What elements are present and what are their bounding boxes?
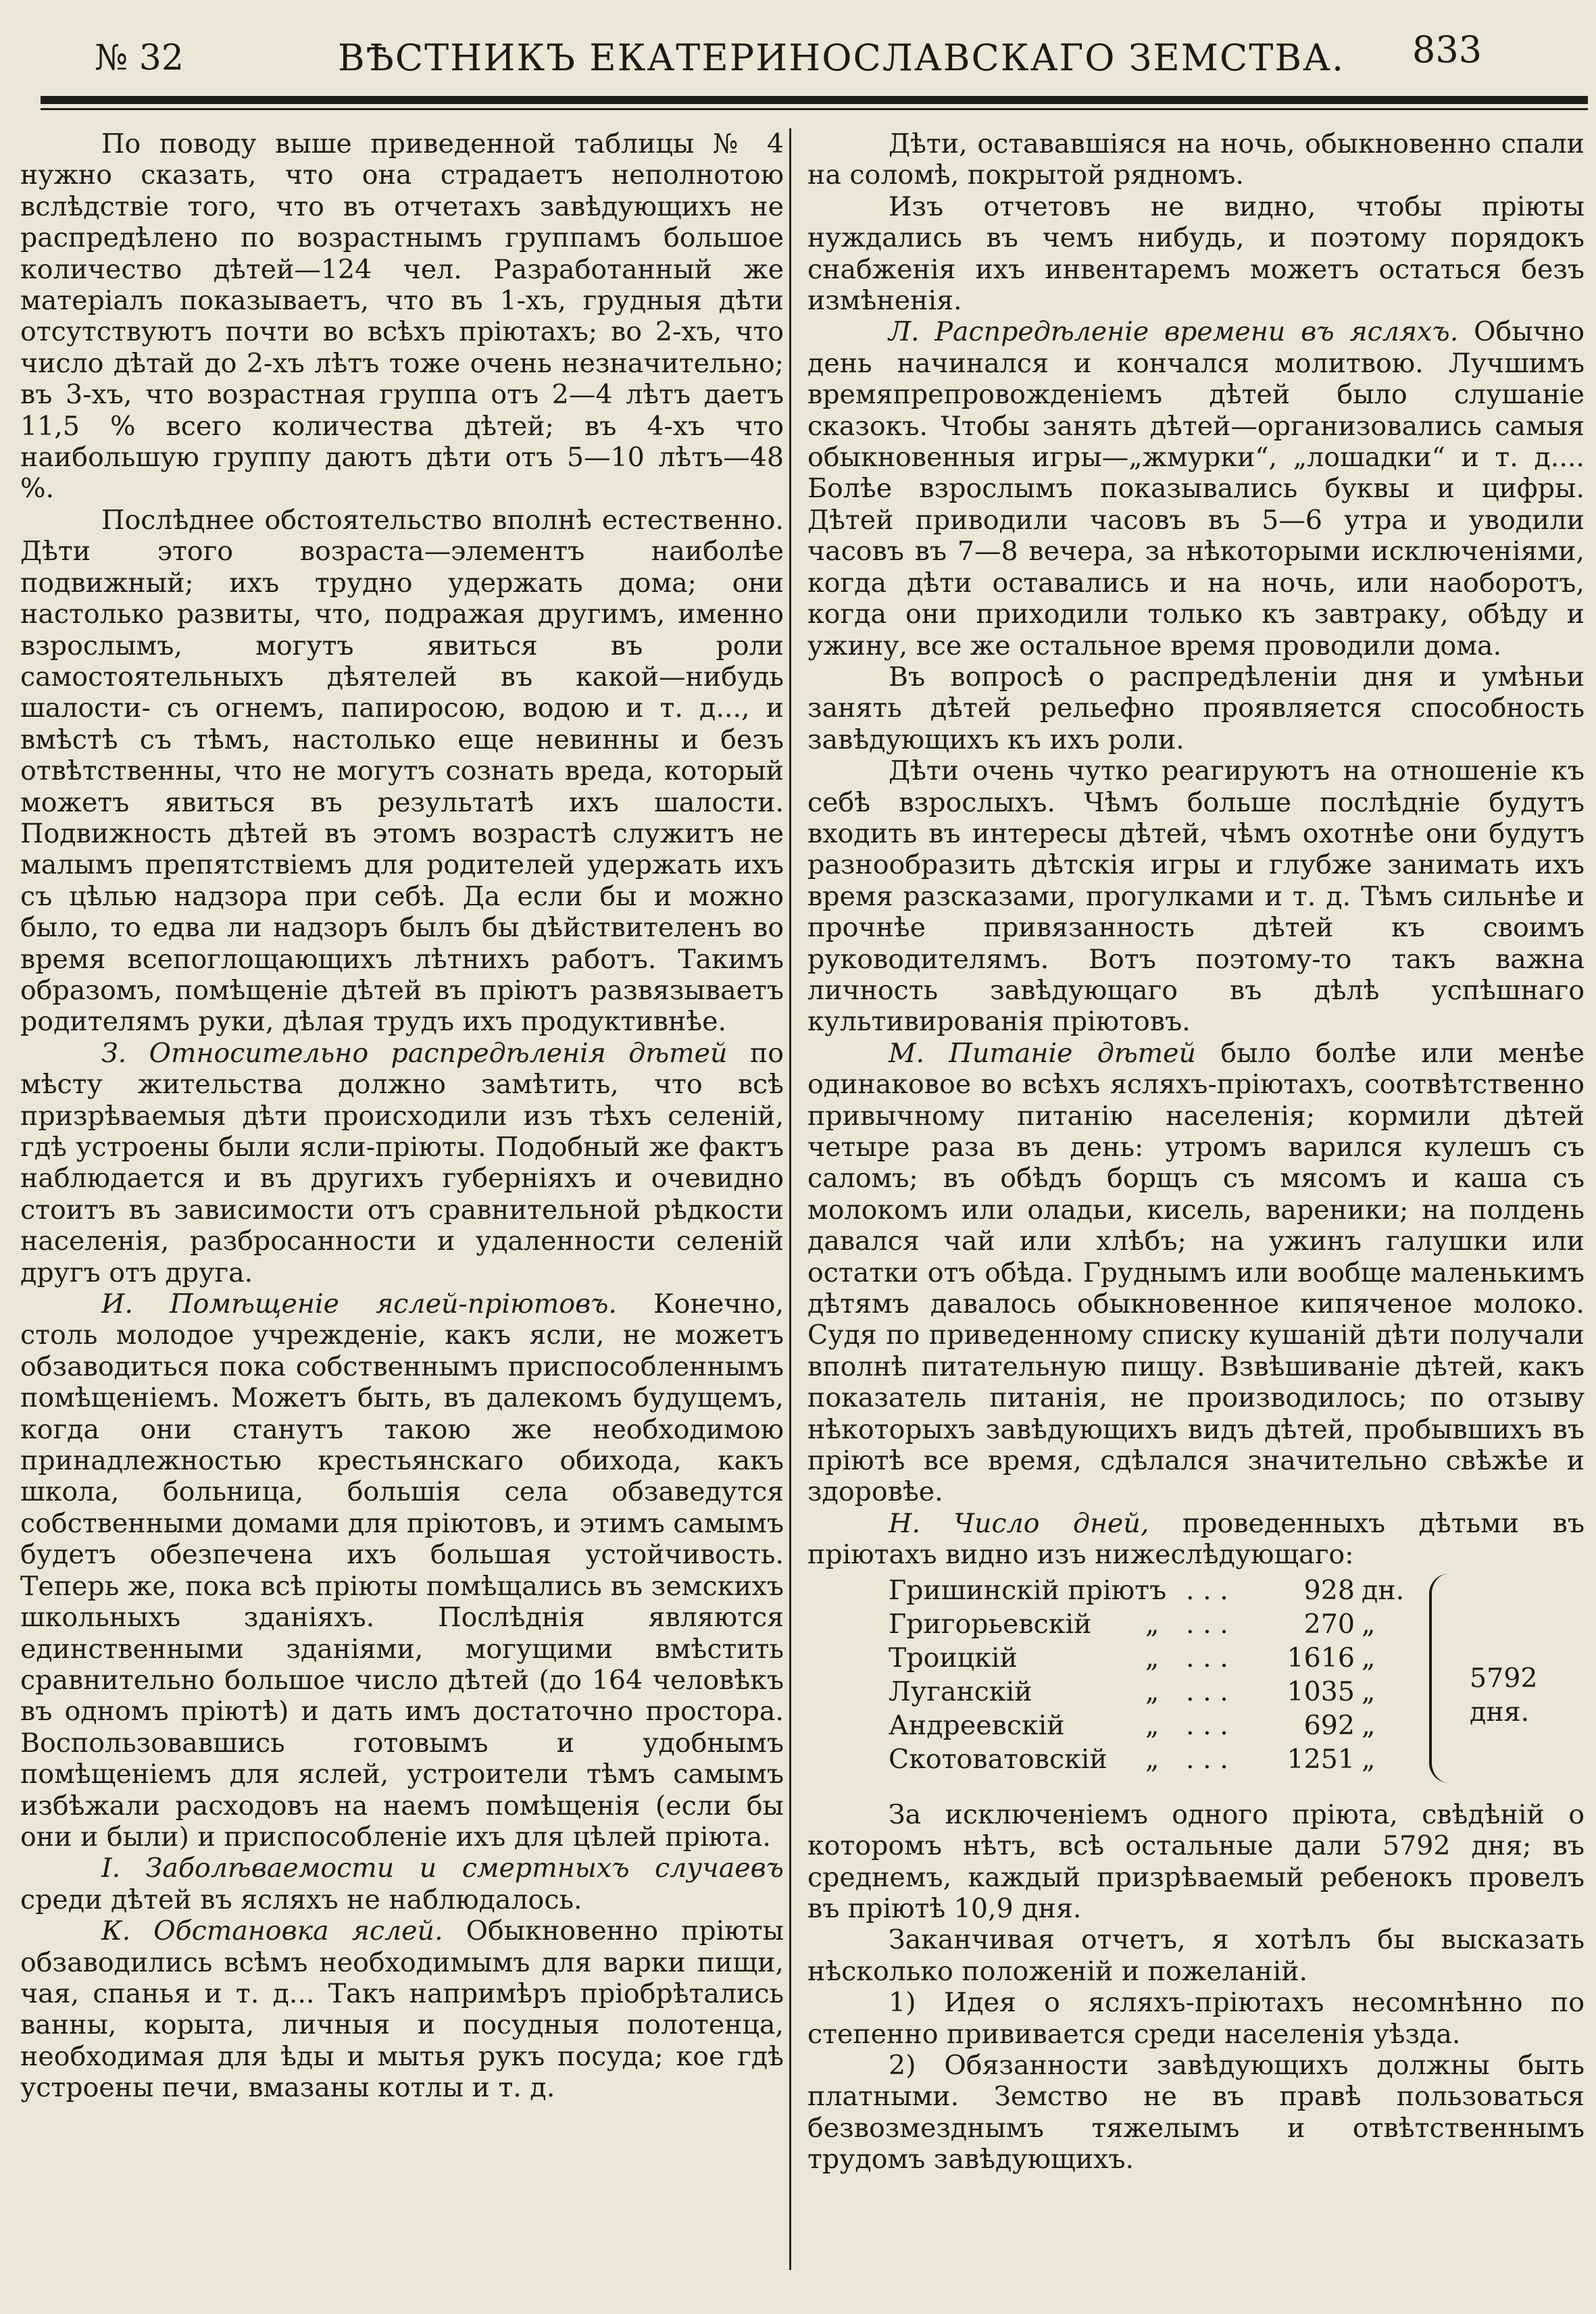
section-heading: К. Обстановка яслей. — [101, 1915, 443, 1947]
paragraph-text: по мѣсту жительства должно замѣтить, что всѣ призрѣваемыя дѣти происходили изъ тѣхъ селеній, гдѣ устроены были ясли-пріюты. Подобный же фактъ наблюдается и въ другихъ губерніяхъ и очевидно стоитъ въ зависимости отъ сравнительной рѣдкости населенія, разбросанности и удаленности селеній другъ отъ друга. — [20, 1037, 784, 1288]
paragraph-text: Обыкновенно пріюты обзаводились всѣмъ необходимымъ для варки пищи, чая, спанья и т. д... Такъ напримѣръ пріобрѣтались ванны, корыта, личныя и посудныя полотенца, необходимая для ѣды и мытья рукъ посуда; кое гдѣ устроены печи, вмазаны котлы и т. д. — [20, 1915, 784, 2104]
leader-dots: . . . — [1186, 1642, 1228, 1674]
paragraph — [20, 1288, 784, 1853]
days-unit: „ — [1362, 1676, 1376, 1707]
paragraph: По поводу выше приведенной таблицы № 4 нужно сказать, что она страдаетъ неполнотою вслѣдствіе того, что въ отчетахъ завѣдующихъ не распредѣлено по возрастнымъ группамъ большое количество дѣтей—124 чел. Разработанный же матеріалъ показываетъ, что въ 1-хъ, грудныя дѣти отсутствуютъ почти во всѣхъ пріютахъ; во 2-хъ, что число дѣтай до 2-хъ лѣтъ тоже очень незначительно; въ 3-хъ, что возрастная группа отъ 2—4 лѣтъ даетъ 11,5 % всего количества дѣтей; въ 4-хъ что наибольшую группу даютъ дѣти отъ 5—10 лѣтъ—48 %. — [20, 128, 784, 505]
days-row — [889, 1607, 1585, 1641]
days-unit: дн. — [1362, 1574, 1405, 1606]
paragraph: Въ вопросѣ о распредѣленіи дня и умѣньи занять дѣтей рельефно проявляется способность завѣдующихъ къ ихъ роли. — [807, 661, 1585, 755]
ditto-mark: „ — [1145, 1743, 1159, 1775]
header-rule-thin — [41, 108, 1588, 110]
issue-number: № 32 — [95, 38, 184, 78]
paragraph — [20, 1915, 784, 2103]
leader-dots: . . . — [1186, 1743, 1228, 1775]
paragraph: За исключеніемъ одного пріюта, свѣдѣній о которомъ нѣтъ, всѣ остальные дали 5792 дня; въ среднемъ, каждый призрѣваемый ребенокъ провелъ въ пріютѣ 10,9 дня. — [807, 1799, 1585, 1924]
section-heading: Л. Распредѣленіе времени въ ясляхъ. — [889, 316, 1459, 348]
paragraph — [20, 1853, 784, 1915]
ditto-mark: „ — [1145, 1676, 1159, 1707]
days-row — [889, 1742, 1585, 1776]
days-value: 270 — [1303, 1608, 1355, 1640]
paragraph: Изъ отчетовъ не видно, чтобы пріюты нуждались въ чемъ нибудь, и поэтому порядокъ снабженія ихъ инвентаремъ можетъ остаться безъ измѣненія. — [807, 191, 1585, 317]
paragraph: 1) Идея о ясляхъ-пріютахъ несомнѣнно по степенно прививается среди населенія уѣзда. — [807, 1987, 1585, 2050]
days-table — [889, 1574, 1585, 1796]
page-header — [0, 23, 1596, 84]
days-value: 928 — [1303, 1574, 1355, 1606]
shelter-name: Луганскій — [889, 1676, 1032, 1707]
column-divider — [789, 128, 791, 2270]
right-column — [807, 128, 1585, 2290]
paragraph — [20, 1038, 784, 1288]
days-unit: „ — [1362, 1642, 1376, 1674]
section-heading: Н. Число дней, — [889, 1507, 1149, 1539]
days-value: 1616 — [1287, 1642, 1355, 1674]
ditto-mark: „ — [1145, 1608, 1159, 1640]
leader-dots: . . . — [1186, 1676, 1228, 1707]
days-value: 692 — [1303, 1709, 1355, 1741]
section-heading: М. Питаніе дѣтей — [889, 1037, 1196, 1069]
shelter-name: Григорьевскій — [889, 1608, 1092, 1640]
days-total: 5792 дня. — [1470, 1662, 1538, 1728]
ditto-mark: „ — [1145, 1709, 1159, 1741]
paragraph: Послѣднее обстоятельство вполнѣ естественно. Дѣти этого возраста—элементъ наиболѣе подвижный; ихъ трудно удержать дома; они настолько развиты, что, подражая другимъ, именно взрослымъ, могутъ явиться въ роли самостоятельныхъ дѣятелей въ какой—нибудь шалости- съ огнемъ, папиросою, водою и т. д..., и вмѣстѣ съ тѣмъ, настолько еще невинны и безъ отвѣтственны, что не могутъ сознать вреда, который можетъ явиться въ результатѣ ихъ шалости. Подвижность дѣтей въ этомъ возрастѣ служитъ не малымъ препятствіемъ для родителей удержать ихъ съ цѣлью надзора при себѣ. Да если бы и можно было, то едва ли надзоръ былъ бы дѣйствителенъ во время всепоглощающихъ лѣтнихъ работъ. Такимъ образомъ, помѣщеніе дѣтей въ пріютъ развязываетъ родителямъ руки, дѣлая трудъ ихъ продуктивнѣе. — [20, 504, 784, 1038]
leader-dots: . . . — [1186, 1574, 1228, 1606]
paragraph-text: было болѣе или менѣе одинаковое во всѣхъ ясляхъ-пріютахъ, соотвѣтственно привычному питанію населенія; кормили дѣтей четыре раза въ день: утромъ варился кулешъ съ саломъ; въ обѣдъ борщъ съ мясомъ и каша съ молокомъ или оладьи, кисель, вареники; на полдень давался чай или хлѣбъ; на ужинъ галушки или остатки отъ обѣда. Груднымъ или вообще маленькимъ дѣтямъ давалось обыкновенное кипяченое молоко. Судя по приведенному списку кушаній дѣти получали вполнѣ питательную пищу. Взвѣшиваніе дѣтей, какъ показатель питанія, не производилось; по отзыву нѣкоторыхъ завѣдующихъ видъ дѣтей, пробывшихъ въ пріютѣ все время, сдѣлался значительно свѣжѣе и здоровѣе. — [807, 1037, 1585, 1508]
leader-dots: . . . — [1186, 1709, 1228, 1741]
header-rule-thick — [41, 96, 1588, 104]
paragraph-text: Обычно день начинался и кончался молитвою. Лучшимъ времяпрепровожденіемъ дѣтей было слушаніе сказокъ. Чтобы занять дѣтей—организовались самыя обыкновенныя игры—„жмурки“, „лошадки“ и т. д.... Болѣе взрослымъ показывались буквы и цифры. Дѣтей приводили часовъ въ 5—6 утра и уводили часовъ въ 7—8 вечера, за нѣкоторыми исключеніями, когда дѣти оставались и на ночь, или наоборотъ, когда они приходили только къ завтраку, обѣду и ужину, все же остальное время проводили дома. — [807, 316, 1585, 661]
section-heading: І. Заболѣваемости и смертныхъ случаевъ — [101, 1853, 784, 1884]
leader-dots: . . . — [1186, 1608, 1228, 1640]
paragraph — [807, 316, 1585, 661]
paragraph — [807, 1508, 1585, 1571]
section-heading: З. Относительно распредѣленія дѣтей — [101, 1037, 728, 1069]
journal-title: ВѢСТНИКЪ ЕКАТЕРИНОСЛАВСКАГО ЗЕМСТВА. — [338, 36, 1345, 79]
left-column — [20, 128, 784, 2290]
shelter-name: Скотоватовскій — [889, 1743, 1107, 1775]
days-value: 1251 — [1287, 1743, 1355, 1775]
days-unit: „ — [1362, 1608, 1376, 1640]
days-unit: „ — [1362, 1709, 1376, 1741]
shelter-name: Троицкій — [889, 1642, 1018, 1674]
paragraph: Дѣти, остававшіяся на ночь, обыкновенно спали на соломѣ, покрытой рядномъ. — [807, 128, 1585, 191]
paragraph-text: Конечно, столь молодое учрежденіе, какъ ясли, не можетъ обзаводиться пока собственнымъ приспособленнымъ помѣщеніемъ. Можетъ быть, въ далекомъ будущемъ, когда они станутъ такою же необходимою принадлежностью крестьянскаго обихода, какъ школа, больница, большія села обзаведутся собственными домами для пріютовъ, и этимъ самымъ будетъ обезпечена ихъ большая устойчивость. Теперь же, пока всѣ пріюты помѣщались въ земскихъ школьныхъ зданіяхъ. Послѣднія являются единственными зданіями, могущими вмѣстить сравнительно большое число дѣтей (до 164 человѣкъ въ одномъ пріютѣ) и дать имъ достаточно простора. Воспользовавшись готовымъ и удобнымъ помѣщеніемъ для яслей, устроители тѣмъ самымъ избѣжали расходовъ на наемъ помѣщенія (если бы они и были) и приспособленіе ихъ для цѣлей пріюта. — [20, 1288, 784, 1853]
paragraph — [807, 1038, 1585, 1508]
paragraph-text: среди дѣтей въ ясляхъ не наблюдалось. — [20, 1884, 582, 1915]
paragraph-text: проведенныхъ дѣтьми въ пріютахъ видно изъ нижеслѣдующаго: — [807, 1507, 1585, 1571]
ditto-mark: „ — [1145, 1642, 1159, 1674]
page-number: 833 — [1412, 28, 1482, 71]
paragraph: Заканчивая отчетъ, я хотѣлъ бы высказать нѣсколько положеній и пожеланій. — [807, 1924, 1585, 1987]
shelter-name: Андреевскій — [889, 1709, 1065, 1741]
shelter-name: Гришинскій пріютъ — [889, 1574, 1167, 1606]
section-heading: И. Помѣщеніе яслей-пріютовъ. — [101, 1288, 617, 1320]
days-unit: „ — [1362, 1743, 1376, 1775]
paragraph: Дѣти очень чутко реагируютъ на отношеніе къ себѣ взрослыхъ. Чѣмъ больше послѣдніе будутъ входить въ интересы дѣтей, чѣмъ охотнѣе они будутъ разнообразить дѣтскія игры и глубже занимать ихъ время разсказами, прогулками и т. д. Тѣмъ сильнѣе и прочнѣе привязанность дѣтей къ своимъ руководителямъ. Вотъ поэтому-то такъ важна личность завѣдующаго въ дѣлѣ успѣшнаго культивированія пріютовъ. — [807, 755, 1585, 1038]
paragraph: 2) Обязанности завѣдующихъ должны быть платными. Земство не въ правѣ пользоваться безвозмезднымъ тяжелымъ и отвѣтственнымъ трудомъ завѣдующихъ. — [807, 2049, 1585, 2175]
days-row — [889, 1574, 1585, 1607]
days-value: 1035 — [1287, 1676, 1355, 1707]
curly-brace — [1429, 1574, 1452, 1783]
